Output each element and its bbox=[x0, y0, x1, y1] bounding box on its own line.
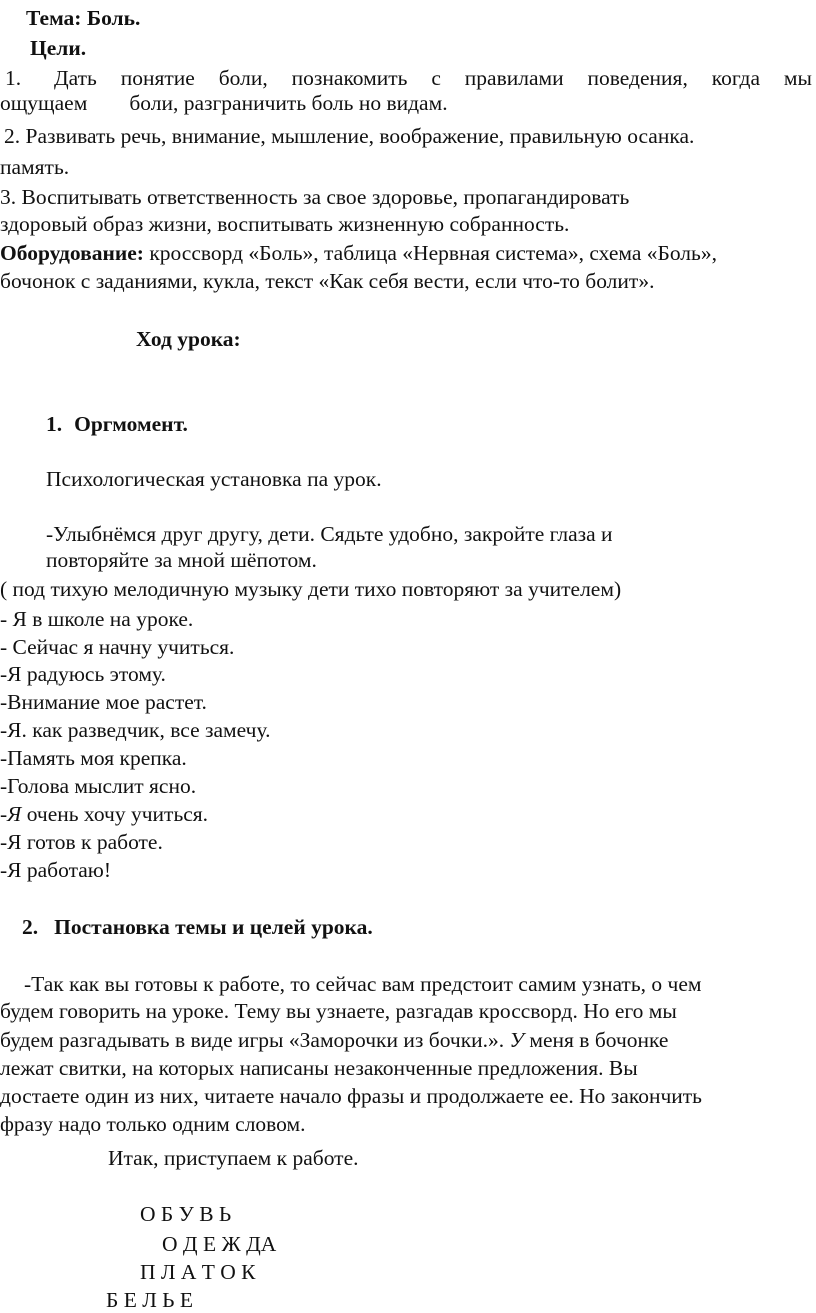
topic-label: Тема: bbox=[26, 6, 82, 30]
section-2-paragraph-line: лежат свитки, на которых написаны незаконченные предложения. Вы bbox=[0, 1056, 638, 1080]
crossword-word: О Д Е Ж ДА bbox=[162, 1232, 277, 1256]
intro-line-1: -Улыбнёмся друг другу, дети. Сядьте удобно, закройте глаза и bbox=[46, 522, 613, 546]
intro-line-2: повторяйте за мной шёпотом. bbox=[46, 548, 317, 572]
chant-line: -Я очень хочу учиться. bbox=[0, 802, 209, 826]
equipment-line-1: Оборудование: кроссворд «Боль», таблица «Нервная система», схема «Боль», bbox=[0, 241, 717, 265]
chant-line: -Я радуюсь этому. bbox=[0, 662, 166, 686]
topic-value: Боль. bbox=[86, 6, 141, 30]
equipment-line-2: бочонок с заданиями, кукла, текст «Как себя вести, если что-то болит». bbox=[0, 269, 655, 293]
equipment-label: Оборудование: bbox=[0, 241, 144, 265]
goal-2: 2. Развивать речь, внимание, мышление, воображение, правильную осанка. bbox=[4, 124, 695, 148]
chant-line: - Сейчас я начну учиться. bbox=[0, 635, 235, 659]
goal-2-continued: память. bbox=[0, 155, 70, 179]
lesson-heading: Ход урока: bbox=[136, 327, 241, 351]
goal-3-line-1: 3. Воспитывать ответственность за свое здоровье, пропагандировать bbox=[0, 185, 630, 209]
crossword-word: Б Е Л Ь Е bbox=[106, 1288, 194, 1312]
chant-line: -Я работаю! bbox=[0, 858, 111, 882]
section-1-heading: 1. Оргмомент. bbox=[46, 412, 188, 436]
chant-line: -Голова мыслит ясно. bbox=[0, 774, 197, 798]
section-2-paragraph-line: фразу надо только одним словом. bbox=[0, 1112, 306, 1136]
goal-1-number: 1. bbox=[5, 66, 22, 90]
section-2-paragraph-line: достаете один из них, читаете начало фразы и продолжаете ее. Но закончить bbox=[0, 1084, 702, 1108]
music-remark: ( под тихую мелодичную музыку дети тихо повторяют за учителем) bbox=[0, 577, 622, 601]
topic-line bbox=[26, 5, 140, 31]
chant-line: -Я готов к работе. bbox=[0, 830, 163, 854]
chant-line: -Внимание мое растет. bbox=[0, 690, 207, 714]
chant-line: -Я. как разведчик, все замечу. bbox=[0, 718, 271, 742]
goal-1-line-2: ощущаем боли, разграничить боль но видам. bbox=[0, 91, 448, 115]
section-2-paragraph-line: будем разгадывать в виде игры «Заморочки из бочки.». У меня в бочонке bbox=[0, 1028, 669, 1052]
crossword-word: П Л А Т О К bbox=[140, 1260, 256, 1284]
goal-3-line-2: здоровый образ жизни, воспитывать жизненную собранность. bbox=[0, 212, 570, 236]
start-work-line: Итак, приступаем к работе. bbox=[108, 1146, 359, 1170]
chant-line: - Я в школе на уроке. bbox=[0, 607, 194, 631]
chant-line: -Память моя крепка. bbox=[0, 746, 187, 770]
psychological-setup: Психологическая установка па урок. bbox=[46, 467, 382, 491]
section-2-paragraph-line: будем говорить на уроке. Тему вы узнаете, разгадав кроссворд. Но его мы bbox=[0, 999, 677, 1023]
goal-1-line-1: Дать понятие боли, познакомить с правилами поведения, когда мы bbox=[54, 66, 812, 90]
goals-heading: Цели. bbox=[30, 36, 87, 60]
crossword-word: О Б У В Ь bbox=[140, 1202, 232, 1226]
section-2-paragraph-line: -Так как вы готовы к работе, то сейчас вам предстоит самим узнать, о чем bbox=[24, 972, 702, 996]
section-2-heading: 2. Постановка темы и целей урока. bbox=[22, 915, 373, 939]
